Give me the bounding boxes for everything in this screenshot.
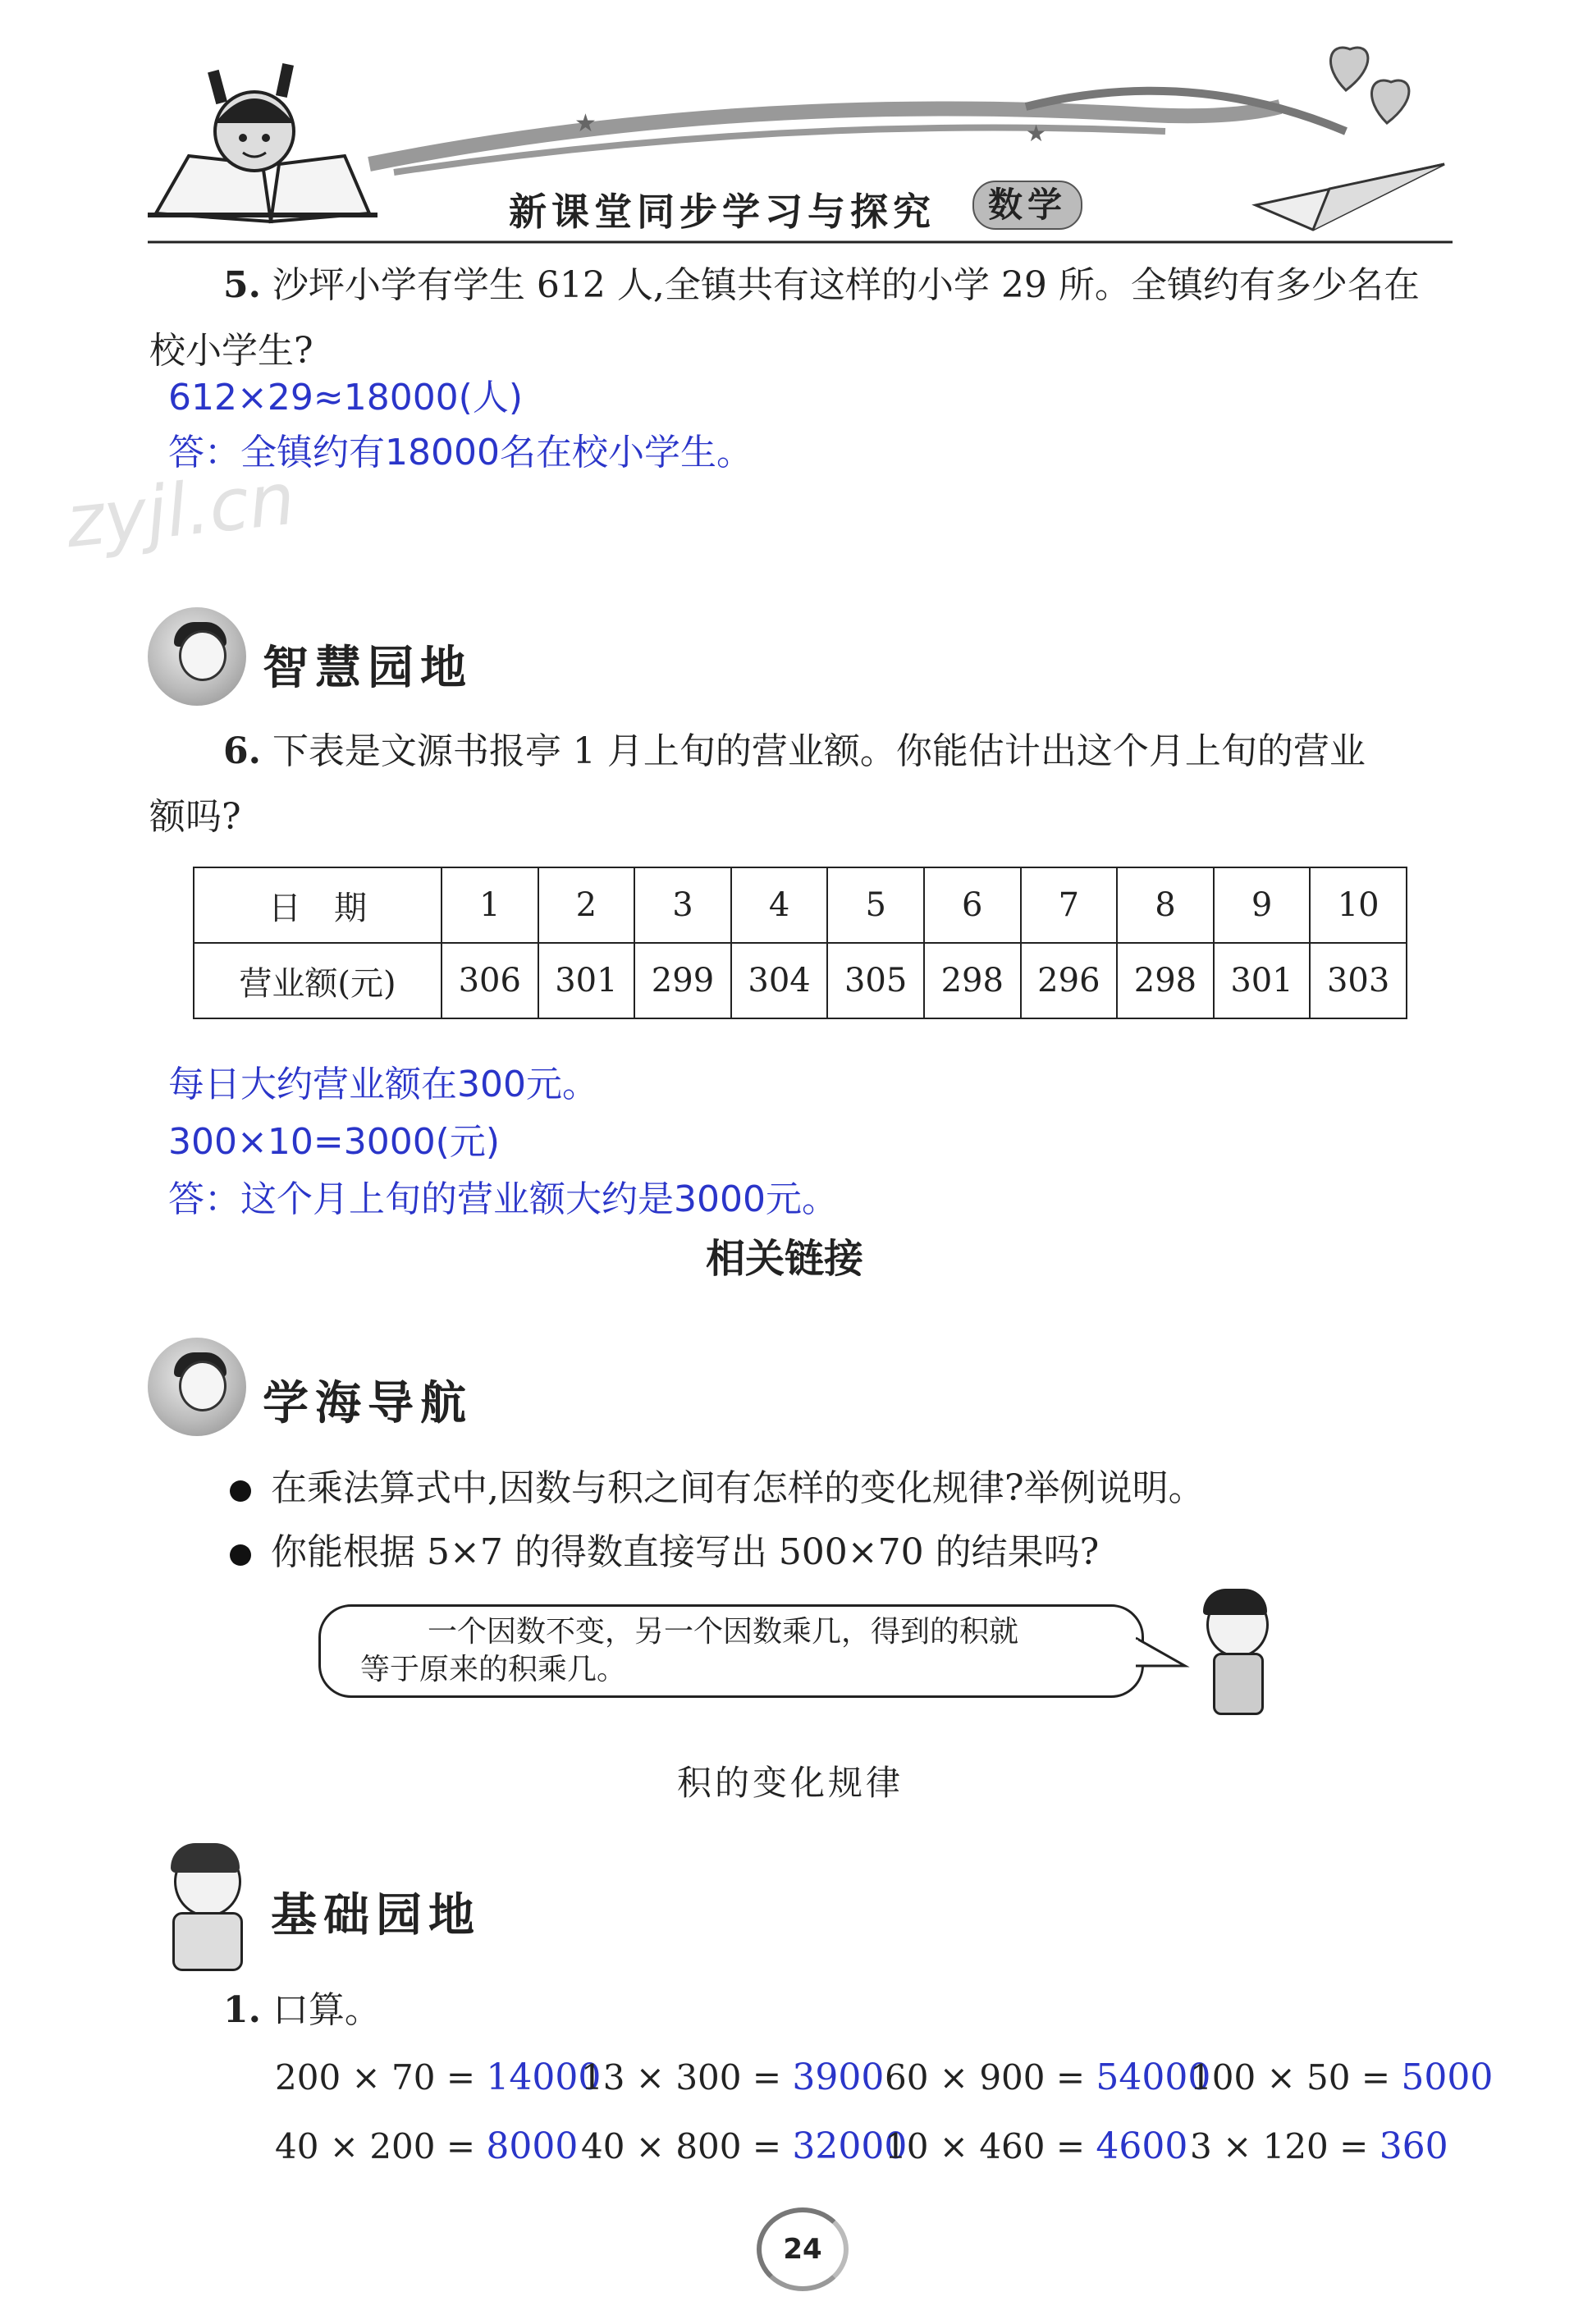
binoculars-kid-icon [148,1338,246,1436]
header-title: 新课堂同步学习与探究 [509,190,936,234]
q6-text [223,727,1462,776]
table-cell: 10 [1310,867,1407,943]
section-wisdom-title: 智慧园地 [263,642,473,695]
table-cell: 6 [924,867,1021,943]
bullet-icon [230,1544,251,1566]
table-cell: 8 [1117,867,1214,943]
table-row-dates [194,867,1407,943]
calc-expr: 40 × 200 = [275,2126,476,2166]
table-row-amounts [194,943,1407,1018]
q6-number: 6. [223,730,261,772]
q1-number: 1. [223,1989,261,2031]
calc-expr: 200 × 70 = [275,2057,476,2098]
calc-answer: 32000 [792,2125,908,2167]
svg-text:★: ★ [574,109,597,138]
section-basic [148,1846,640,1969]
q6-line2: 额吗? [149,796,241,838]
calc-expr: 3 × 120 = [1190,2126,1369,2166]
calc-answer: 3900 [792,2056,885,2098]
teacher-icon [156,1846,263,1969]
calc-item [275,2125,578,2167]
calc-expr: 13 × 300 = [581,2057,782,2098]
sales-table [193,867,1407,1019]
table-cell: 7 [1021,867,1118,943]
q5-number: 5. [223,264,261,306]
calc-item [885,2125,1187,2167]
calc-item [885,2056,1210,2098]
q5-answer-text: 答：全镇约有18000名在校小学生。 [168,432,753,473]
section-learn [148,1338,640,1444]
calc-item [581,2125,907,2167]
related-link-heading: 相关链接 [706,1236,864,1282]
boy-avatar-icon [148,607,246,706]
table-cell: 9 [1214,867,1311,943]
section-learn-title: 学海导航 [263,1377,473,1430]
calc-answer: 8000 [486,2125,579,2167]
q5-answer-calc: 612×29≈18000(人) [168,377,524,419]
calc-item [1190,2056,1493,2098]
subtitle: 积的变化规律 [677,1763,904,1803]
speech-bubble [318,1604,1144,1698]
calc-answer: 5000 [1401,2056,1494,2098]
watermark: zyjl.cn [62,455,299,565]
calc-expr: 10 × 460 = [885,2126,1086,2166]
table-header-amount: 营业额(元) [194,943,442,1018]
table-cell: 298 [924,943,1021,1018]
section-basic-title: 基础园地 [271,1889,481,1942]
calc-answer: 54000 [1096,2056,1211,2098]
table-cell: 5 [827,867,924,943]
q1-label: 口算。 [272,1989,381,2031]
table-cell: 298 [1117,943,1214,1018]
table-cell: 301 [1214,943,1311,1018]
calc-expr: 100 × 50 = [1190,2057,1391,2098]
q6-answer-line1: 每日大约营业额在300元。 [168,1064,598,1105]
section-wisdom [148,607,640,714]
q5-line1: 沙坪小学有学生 612 人,全镇共有这样的小学 29 所。全镇约有多少名在 [272,264,1420,306]
subject-badge [972,181,1082,230]
table-cell: 299 [634,943,731,1018]
q1-heading [223,1986,381,2035]
table-cell: 1 [442,867,538,943]
subject-badge-label: 数学 [987,185,1067,225]
calc-item [1190,2125,1448,2167]
table-cell: 304 [731,943,828,1018]
speech-bubble-line1: 一个因数不变，另一个因数乘几，得到的积就 [428,1615,1019,1649]
q6-answer-line3: 答：这个月上旬的营业额大约是3000元。 [168,1178,838,1220]
table-cell: 303 [1310,943,1407,1018]
bullet-text: 在乘法算式中,因数与积之间有怎样的变化规律?举例说明。 [271,1467,1205,1509]
table-cell: 305 [827,943,924,1018]
calc-expr: 40 × 800 = [581,2126,782,2166]
calc-expr: 60 × 900 = [885,2057,1086,2098]
calc-answer: 4600 [1096,2125,1188,2167]
boy-waving-icon [1190,1592,1280,1715]
table-cell: 2 [538,867,635,943]
page-number-badge [757,2207,849,2291]
q6-answer-line2: 300×10=3000(元) [168,1121,501,1163]
page-number: 24 [783,2233,822,2266]
calc-answer: 14000 [486,2056,602,2098]
page-header [0,0,1574,254]
table-cell: 3 [634,867,731,943]
calc-answer: 360 [1379,2125,1448,2167]
table-cell: 296 [1021,943,1118,1018]
table-cell: 4 [731,867,828,943]
bullet-item [230,1528,1099,1577]
svg-text:★: ★ [1026,120,1047,147]
calc-item [275,2056,601,2098]
q5-line2: 校小学生? [149,330,313,372]
table-header-date: 日 期 [194,867,442,943]
bullet-item [230,1464,1205,1513]
q5-text [223,261,1462,310]
speech-bubble-line2: 等于原来的积乘几。 [360,1653,627,1686]
calc-item [581,2056,884,2098]
bullet-text: 你能根据 5×7 的得数直接写出 500×70 的结果吗? [271,1531,1100,1573]
q6-line1: 下表是文源书报亭 1 月上旬的营业额。你能估计出这个月上旬的营业 [272,730,1366,772]
table-cell: 301 [538,943,635,1018]
table-cell: 306 [442,943,538,1018]
bullet-icon [230,1480,251,1502]
